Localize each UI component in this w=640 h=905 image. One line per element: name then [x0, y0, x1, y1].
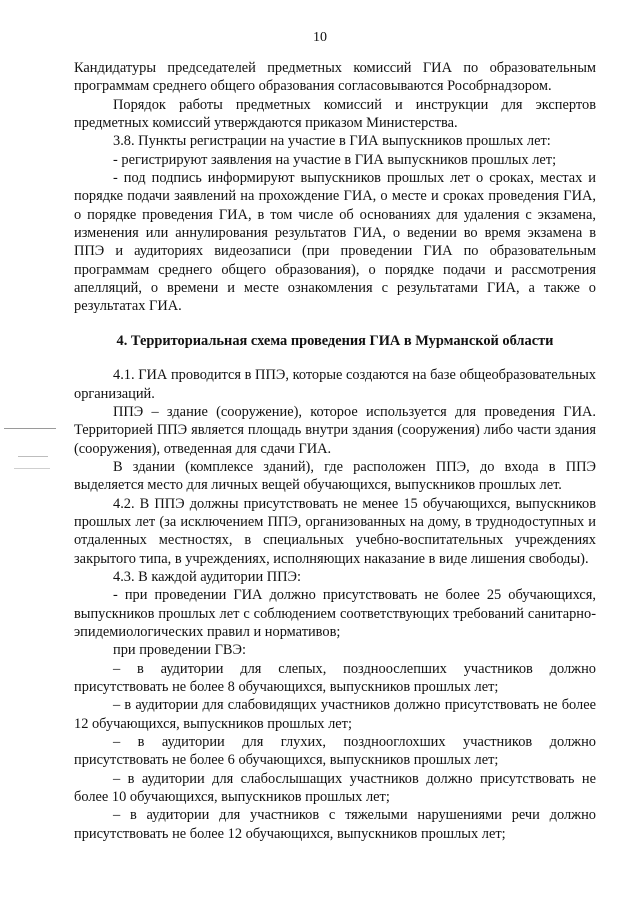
paragraph: при проведении ГВЭ: [113, 642, 247, 659]
list-item: – в аудитории для участников с тяжелыми нарушениями речи должно присутствовать не более 12 обучающихся, выпускников прошлых лет; [74, 807, 596, 842]
list-item: - под подпись информируют выпускников прошлых лет о сроках, местах и порядке подачи заявлений на прохождение ГИА, о месте и сроках проведения ГИА, о порядке проведения ГИА, в том числе об основаниях для удаления с экзамена, изменения или аннулирования результатов ГИА, о ведении во время экзамена в ППЭ и аудиториях видеозаписи (при проведении ГИА по образовательным программам среднего общего образования), о порядке подачи и рассмотрения апелляций, о времени и месте ознакомления с результатами ГИА, а также о результатах ГИА. [74, 170, 596, 315]
list-item: - регистрируют заявления на участие в ГИА выпускников прошлых лет; [113, 151, 557, 168]
scan-artifact-line [18, 456, 48, 457]
list-item: – в аудитории для слабослышащих участников должно присутствовать не более 10 обучающихся, выпускников прошлых лет; [74, 770, 596, 806]
paragraph: 4.1. ГИА проводится в ППЭ, которые создаются на базе общеобразовательных организаций. [74, 367, 596, 402]
list-item: - при проведении ГИА должно присутствовать не более 25 обучающихся, выпускников прошлых лет с соблюдением соответствующих требований санитарно-эпидемиологических правил и нормативов; [74, 587, 596, 640]
list-item: – в аудитории для слепых, поздноослепших участников должно присутствовать не более 8 обучающихся, выпускников прошлых лет; [74, 660, 596, 695]
list-item: – в аудитории для слабовидящих участников должно присутствовать не более 12 обучающихся, выпускников прошлых лет; [74, 697, 596, 732]
list-item: – в аудитории для глухих, позднооглохших участников должно присутствовать не более 6 обучающихся, выпускников прошлых лет; [74, 734, 596, 769]
scan-artifact-line [4, 428, 56, 429]
document-body [74, 59, 596, 843]
paragraph: ППЭ – здание (сооружение), которое используется для проведения ГИА. Территорией ППЭ является площадь внутри здания (сооружения) либо части здания (сооружения), отведенная для сдачи ГИА. [74, 403, 596, 457]
paragraph: 3.8. Пункты регистрации на участие в ГИА выпускников прошлых лет: [113, 133, 551, 150]
paragraph: 4.3. В каждой аудитории ППЭ: [113, 568, 302, 585]
paragraph: Порядок работы предметных комиссий и инструкции для экспертов предметных комиссий утверждаются приказом Министерства. [74, 96, 596, 132]
section-heading: 4. Территориальная схема проведения ГИА в Мурманской области [116, 332, 554, 349]
page-number: 10 [313, 30, 327, 45]
paragraph: 4.2. В ППЭ должны присутствовать не менее 15 обучающихся, выпускников прошлых лет (за исключением ППЭ, организованных на дому, в труднодоступных и отдаленных местностях, в специальных учебно-воспитательных учреждениях закрытого типа, в учреждениях, исполняющих наказание в виде лишения свободы). [74, 495, 596, 567]
paragraph: Кандидатуры председателей предметных комиссий ГИА по образовательным программам среднего общего образования согласовываются Рособрнадзором. [74, 60, 596, 95]
paragraph: В здании (комплексе зданий), где расположен ППЭ, до входа в ППЭ выделяется место для личных вещей обучающихся, выпускников прошлых лет. [74, 458, 596, 494]
scan-artifact-line [14, 468, 50, 469]
